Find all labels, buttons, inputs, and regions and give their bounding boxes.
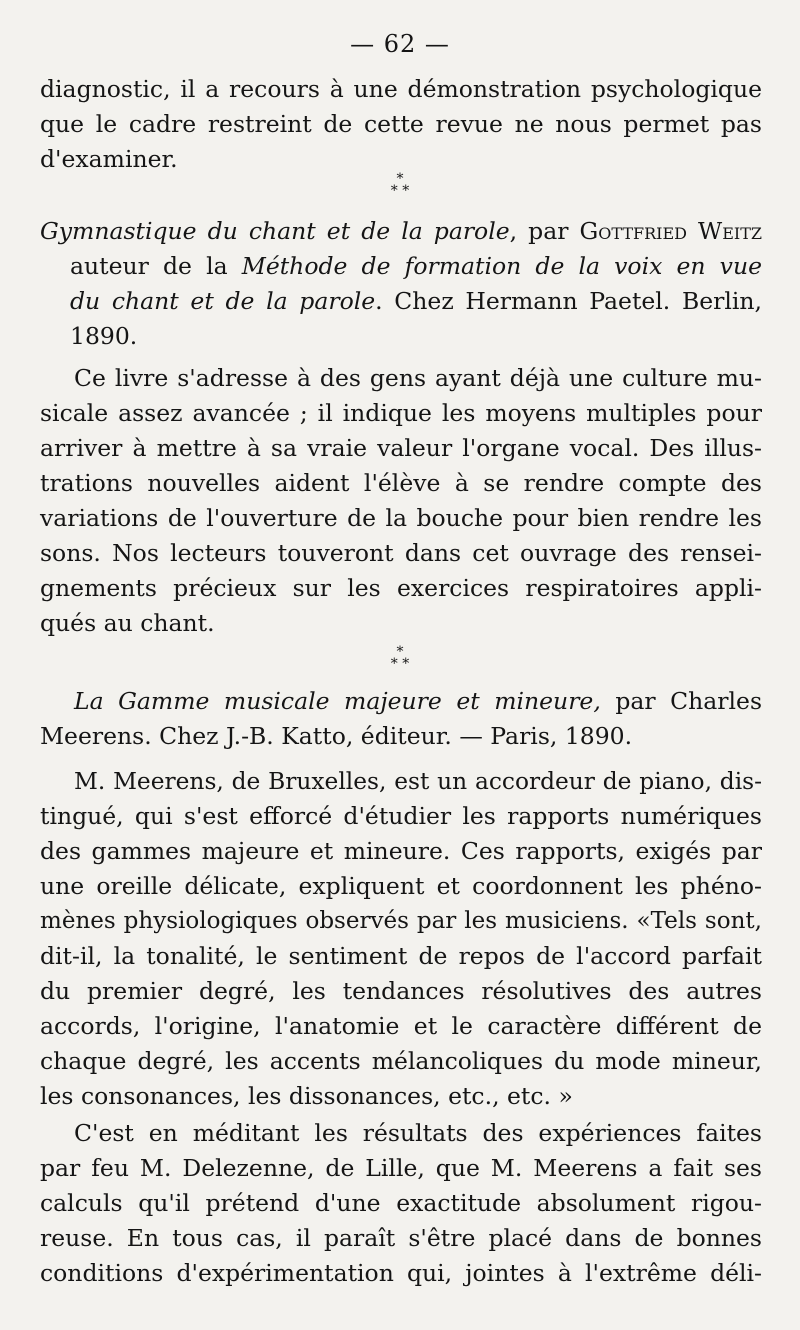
separator-stars: * * <box>390 183 410 199</box>
text-line: par feu M. Delezenne, de Lille, que M. Meerens a fait ses <box>40 1154 762 1182</box>
separator-stars: * * <box>390 656 410 672</box>
book-title: Gymnastique du chant et de la parole <box>40 217 510 245</box>
text-line: sicale assez avancée ; il indique les moyens multiples pour <box>40 399 762 427</box>
text-line: variations de l'ouverture de la bouche pour bien rendre les <box>40 504 762 532</box>
heading-line: auteur de la Méthode de formation de la voix en vue <box>70 252 762 280</box>
paragraph-intro <box>40 72 762 177</box>
text-line: accords, l'origine, l'anatomie et le caractère différent de <box>40 1012 762 1040</box>
heading-line: Meerens. Chez J.-B. Katto, éditeur. — Paris, 1890. <box>40 722 633 750</box>
text-line: d'examiner. <box>40 145 178 173</box>
text-line: une oreille délicate, expliquent et coordonnent les phéno- <box>40 872 762 900</box>
text-line: dit-il, la tonalité, le sentiment de repos de l'accord parfait <box>40 942 762 970</box>
text-line: sons. Nos lecteurs touveront dans cet ouvrage des rensei- <box>40 539 762 567</box>
text-line: C'est en méditant les résultats des expériences faites <box>74 1119 762 1147</box>
text-line: arriver à mettre à sa vraie valeur l'organe vocal. Des illus- <box>40 434 762 462</box>
separator-star: * <box>396 644 404 660</box>
text-line: conditions d'expérimentation qui, jointes à l'extrême déli- <box>40 1259 762 1287</box>
text-line: trations nouvelles aident l'élève à se rendre compte des <box>40 469 762 497</box>
text-line: que le cadre restreint de cette revue ne nous permet pas <box>40 110 762 138</box>
text-line: diagnostic, il a recours à une démonstration psychologique <box>40 75 762 103</box>
book-title: La Gamme musicale majeure et mineure, <box>74 687 601 715</box>
book-author: Gottfried Weitz <box>579 217 762 245</box>
text-line: chaque degré, les accents mélancoliques du mode mineur, <box>40 1047 762 1075</box>
review-paragraph-3 <box>40 1116 762 1291</box>
text-line: du premier degré, les tendances résolutives des autres <box>40 977 762 1005</box>
heading-line: 1890. <box>70 322 138 350</box>
heading-line: La Gamme musicale majeure et mineure, par Charles <box>74 687 762 715</box>
review-paragraph-2 <box>40 764 762 1114</box>
text-line: qués au chant. <box>40 609 215 637</box>
text-line: calculs qu'il prétend d'une exactitude absolument rigou- <box>40 1189 762 1217</box>
text-line: M. Meerens, de Bruxelles, est un accordeur de piano, dis- <box>74 768 762 795</box>
review-heading-gamme <box>40 684 762 754</box>
review-paragraph-1 <box>40 361 762 641</box>
text-line: les consonances, les dissonances, etc., etc. » <box>40 1082 573 1110</box>
text-line: Ce livre s'adresse à des gens ayant déjà une culture mu- <box>74 364 762 392</box>
separator-star: * <box>396 171 404 187</box>
page-number: — 62 — <box>350 30 450 58</box>
text-line: mènes physiologiques observés par les musiciens. «Tels sont, <box>40 908 762 934</box>
heading-line: du chant et de la parole. Chez Hermann Paetel. Berlin, <box>70 287 762 315</box>
heading-line: Gymnastique du chant et de la parole, par Gottfried Weitz <box>40 217 762 245</box>
review-heading-gymnastique <box>40 214 762 354</box>
text-line: gnements précieux sur les exercices respiratoires appli- <box>40 574 762 602</box>
text-line: tingué, qui s'est efforcé d'étudier les rapports numériques <box>40 802 762 830</box>
text-line: des gammes majeure et mineure. Ces rapports, exigés par <box>40 837 762 865</box>
text-line: reuse. En tous cas, il paraît s'être placé dans de bonnes <box>40 1224 762 1252</box>
